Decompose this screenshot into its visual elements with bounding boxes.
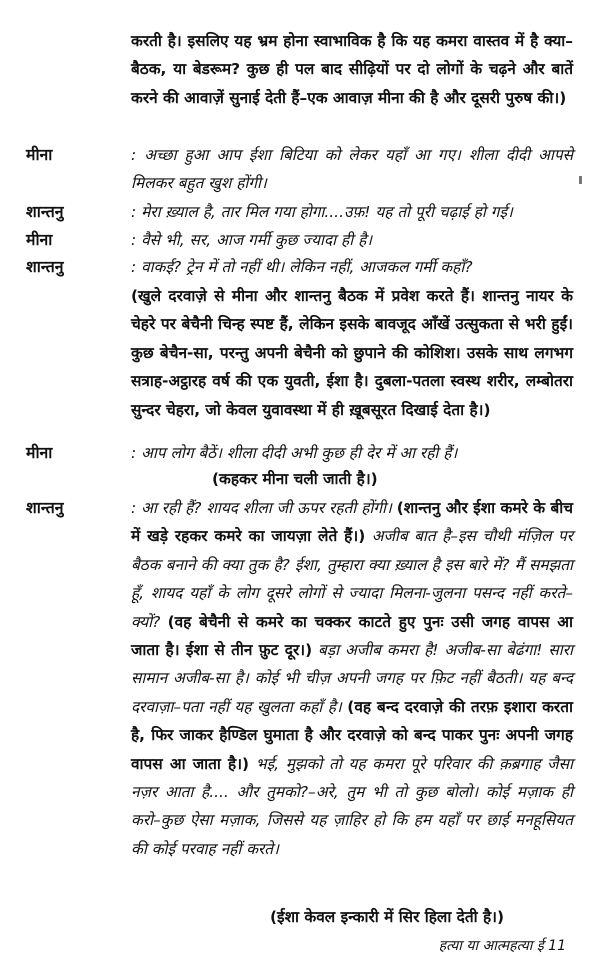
page-footer: हत्या या आत्महत्या ई 11 — [438, 938, 566, 954]
intro-stage-direction: करती है। इसलिए यह भ्रम होना स्वाभाविक है कि यह कमरा वास्तव में है क्या–बैठक, या बेडरूम? कुछ ही पल बाद सीढ़ियों पर दो लोगों के चढ़ने और बातें करने की आवाज़ें सुनाई देती हैं–एक आवाज़ मीना की है और दूसरी पुरुष की।) — [131, 32, 573, 107]
speaker-meena: मीना — [26, 230, 53, 249]
dialogue-line: : अच्छा हुआ आप ईशा बिटिया को लेकर यहाँ आ गए। शीला दीदी आपसे मिलकर बहुत खुश होंगी। — [131, 146, 573, 193]
dialogue-line: : वाकई? ट्रेन में तो नहीं थी। लेकिन नहीं, आजकल गर्मी कहाँ? — [131, 258, 473, 276]
margin-mark — [579, 176, 582, 184]
speech-text: बड़ा अजीब कमरा है! अजीब-सा बेढंगा! सारा सामान अजीब-सा है। कोई भी चीज़ अपनी जगह पर फ़िट नहीं बैठती। यह बन्द दरवाज़ा–पता नहीं यह खुलता कहाँ है। — [131, 641, 573, 716]
long-speech — [131, 494, 573, 863]
speech-text: अजीब बात है–इस चौथी मंज़िल पर बैठक बनाने की क्या तुक है? ईशा, तुम्हारा क्या ख़्याल है इस बारे में? मैं समझता हूँ, शायद यहाँ के लोग दूसरे लोगों से ज्यादा मिलना-जुलना पसन्द नहीं करते–क्यों? — [131, 527, 574, 631]
speaker-shantanu: शान्तनु — [26, 257, 64, 276]
inline-stage-direction: (वह बेचैनी से कमरे का चक्कर काटते हुए पुनः उसी जगह वापस आ जाता है। ईशा से तीन फ़ुट दूर।) — [131, 612, 573, 660]
inline-stage-direction: (शान्तनु और ईशा कमरे के बीच में खड़े रहकर कमरे का जायज़ा लेते हैं।) — [131, 499, 573, 546]
stage-direction: (ईशा केवल इन्कारी में सिर हिला देती है।) — [270, 908, 504, 926]
dialogue-line: : वैसे भी, सर, आज गर्मी कुछ ज्यादा ही है। — [131, 231, 373, 249]
speaker-meena: मीना — [26, 145, 53, 164]
speech-text: भई, मुझको तो यह कमरा पूरे परिवार की क़ब्रगाह जैसा नज़र आता है.... और तुमको?–अरे, तुम भी तो कुछ बोलो। कोई मज़ाक ही करो–कुछ ऐसा मज़ाक, जिससे यह ज़ाहिर हो कि हम यहाँ पर छाई मनहूसियत की कोई परवाह नहीं करते। — [131, 754, 573, 858]
dialogue-line: : आप लोग बैठें। शीला दीदी अभी कुछ ही देर में आ रही हैं। — [131, 444, 458, 462]
speech-text: : आ रही हैं? शायद शीला जी ऊपर रहती होंगी। — [131, 499, 397, 517]
stage-direction: (खुले दरवाज़े से मीना और शान्तनु बैठक में प्रवेश करते हैं। शान्तनु नायर के चेहरे पर बेचैनी चिन्ह स्पष्ट हैं, लेकिन इसके बावजूद आँखें उत्सुकता से भरी हुईं। कुछ बेचैन-सा, परन्तु अपनी बेचैनी को छुपाने की कोशिश। उसके साथ लगभग सत्राह-अट्ठारह वर्ष की एक युवती, ईशा है। दुबला-पतला स्वस्थ शरीर, लम्बोतरा सुन्दर चेहरा, जो केवल युवावस्था में ही ख़ूबसूरत दिखाई देता है।) — [131, 287, 573, 419]
inline-stage-direction: (वह बन्द दरवाज़े की तरफ़ इशारा करता है, फिर जाकर हैण्डिल घुमाता है और दरवाज़े को बन्द पाकर पुनः अपनी जगह वापस आ जाता है।) — [131, 697, 573, 773]
dialogue-line: : मेरा ख़्याल है, तार मिल गया होगा....उफ़! यह तो पूरी चढ़ाई हो गई। — [131, 203, 513, 221]
speaker-shantanu: शान्तनु — [26, 498, 64, 517]
speaker-shantanu: शान्तनु — [26, 202, 64, 221]
stage-direction: (कहकर मीना चली जाती है।) — [212, 470, 378, 488]
speaker-meena: मीना — [26, 443, 53, 462]
